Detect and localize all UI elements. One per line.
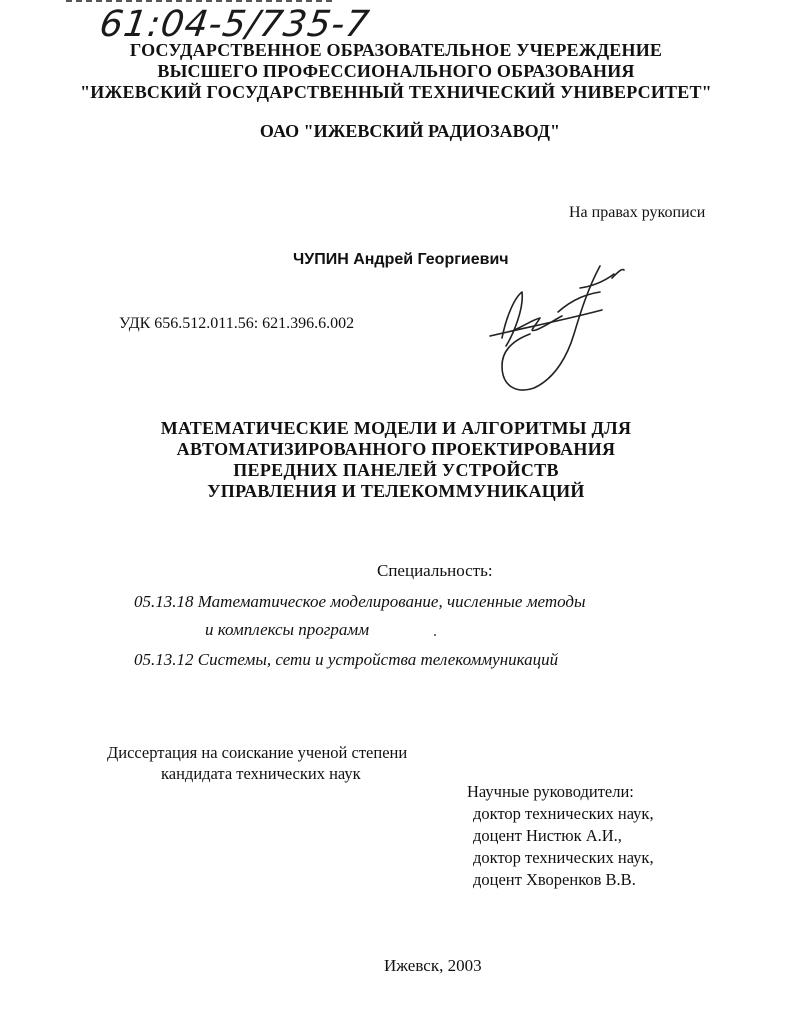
- title-line-3: ПЕРЕДНИХ ПАНЕЛЕЙ УСТРОЙСТВ: [233, 460, 559, 480]
- specialty-item-1-line-1: 05.13.18 Математическое моделирование, численные методы: [134, 592, 586, 611]
- dissertation-title: [0, 418, 792, 502]
- institution-line-1: ГОСУДАРСТВЕННОЕ ОБРАЗОВАТЕЛЬНОЕ УЧЕРЕЖДЕНИЕ: [129, 40, 663, 60]
- title-line-4: УПРАВЛЕНИЯ И ТЕЛЕКОММУНИКАЦИЙ: [207, 481, 585, 501]
- institution-line-3: "ИЖЕВСКИЙ ГОСУДАРСТВЕННЫЙ ТЕХНИЧЕСКИЙ УНИВЕРСИТЕТ": [80, 82, 712, 102]
- author-signature: [484, 258, 634, 398]
- supervisor-line-1: доктор технических наук,: [473, 804, 654, 823]
- supervisor-line-3: доктор технических наук,: [473, 848, 654, 867]
- dissertation-degree-line-2: кандидата технических наук: [161, 764, 361, 783]
- title-line-2: АВТОМАТИЗИРОВАННОГО ПРОЕКТИРОВАНИЯ: [176, 439, 616, 459]
- specialty-item-2: 05.13.12 Системы, сети и устройства телекоммуникаций: [134, 650, 559, 669]
- specialty-label: Специальность:: [377, 561, 493, 580]
- institution-header: [0, 40, 792, 103]
- supervisor-line-4: доцент Хворенков В.В.: [473, 870, 636, 889]
- udc-code: УДК 656.512.011.56: 621.396.6.002: [119, 315, 355, 332]
- supervisor-line-2: доцент Нистюк А.И.,: [473, 826, 622, 845]
- title-line-1: МАТЕМАТИЧЕСКИЕ МОДЕЛИ И АЛГОРИТМЫ ДЛЯ: [160, 418, 632, 438]
- specialty-item-1-line-2: и комплексы программ: [205, 620, 370, 639]
- organization-name: ОАО "ИЖЕВСКИЙ РАДИОЗАВОД": [259, 121, 561, 141]
- handwritten-archive-code: 61:04-5/735-7: [97, 4, 373, 45]
- speck-mark-2: [434, 634, 436, 636]
- author-name: ЧУПИН Андрей Георгиевич: [293, 251, 509, 268]
- dissertation-degree-line-1: Диссертация на соискание ученой степени: [107, 743, 408, 762]
- manuscript-rights: На правах рукописи: [569, 204, 706, 221]
- top-edge-mark: [66, 0, 332, 2]
- supervisors-label: Научные руководители:: [467, 782, 634, 801]
- city-year: Ижевск, 2003: [384, 956, 482, 975]
- institution-line-2: ВЫСШЕГО ПРОФЕССИОНАЛЬНОГО ОБРАЗОВАНИЯ: [157, 61, 635, 81]
